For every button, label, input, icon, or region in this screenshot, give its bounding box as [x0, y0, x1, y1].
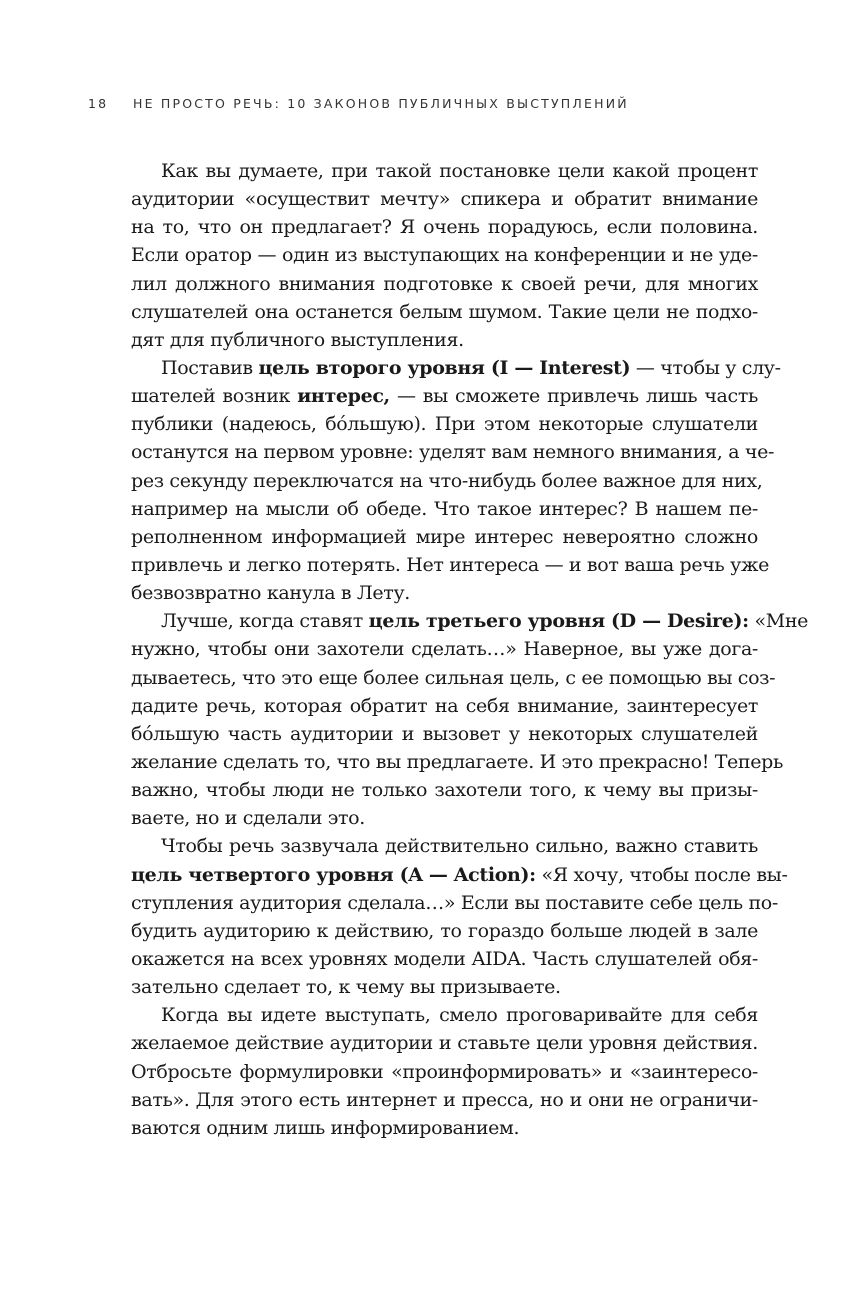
text-segment: ваются одним лишь информированием.: [131, 1116, 520, 1139]
text-segment: «Мне: [748, 610, 809, 633]
text-segment: публики (надеюсь, бóльшую). При этом некоторые слушатели: [131, 413, 758, 436]
page-number: 18: [88, 96, 109, 111]
text-line: [131, 889, 778, 917]
text-line: [131, 1058, 758, 1086]
text-line: [131, 1114, 758, 1142]
text-line: [131, 973, 758, 1001]
text-segment: дят для публичного выступления.: [131, 328, 464, 351]
text-segment: Как вы думаете, при такой постановке цели какой процент: [161, 160, 758, 182]
text-line: [131, 438, 775, 466]
text-line: [131, 1029, 758, 1057]
text-segment: слушателей она останется белым шумом. Такие цели не подхо-: [131, 300, 758, 323]
paragraph: [131, 157, 758, 354]
text-segment: безвозвратно канула в Лету.: [131, 582, 410, 605]
text-line: [131, 467, 763, 495]
text-line: [131, 804, 758, 832]
text-line: [131, 523, 758, 551]
text-segment: — чтобы у слу-: [630, 356, 781, 379]
text-segment: останутся на первом уровне: уделят вам немного внимания, а че-: [131, 441, 775, 464]
text-line: [131, 270, 758, 298]
text-line: [131, 664, 776, 692]
text-line: [131, 551, 769, 579]
text-line: [131, 635, 758, 663]
text-segment: Чтобы речь зазвучала действительно сильно, важно ставить: [161, 835, 758, 858]
text-line: [131, 326, 758, 354]
text-segment: дываетесь, что это еще более сильная цель, с ее помощью вы соз-: [131, 666, 776, 689]
text-segment: привлечь и легко потерять. Нет интереса — и вот ваша речь уже: [131, 553, 769, 576]
text-line: [131, 157, 758, 185]
text-segment: ступления аудитория сделала…» Если вы поставите себе цель по-: [131, 891, 778, 914]
text-segment: ваете, но и сделали это.: [131, 807, 365, 830]
paragraph: [131, 607, 809, 832]
text-segment: важно, чтобы люди не только захотели того, к чему вы призы-: [131, 779, 758, 802]
text-segment: будить аудиторию к действию, то гораздо больше людей в зале: [131, 919, 758, 942]
text-line: [131, 917, 758, 945]
text-line: [131, 579, 758, 607]
text-segment: Если оратор — один из выступающих на конференции и не уде-: [131, 244, 758, 267]
bold-term: цель четвертого уровня (A — Action):: [131, 863, 536, 886]
text-segment: окажется на всех уровнях модели AIDA. Часть слушателей обя-: [131, 947, 758, 970]
text-segment: реполненном информацией мире интерес невероятно сложно: [131, 525, 758, 548]
text-segment: дадите речь, которая обратит на себя внимание, заинтересует: [131, 694, 758, 717]
text-line: [131, 354, 781, 382]
text-line: [131, 776, 758, 804]
text-line: [131, 495, 758, 523]
text-segment: желание сделать то, что вы предлагаете. И это прекрасно! Теперь: [131, 750, 783, 773]
text-segment: — вы сможете привлечь лишь часть: [389, 385, 758, 408]
text-line: [131, 213, 758, 241]
text-line: [131, 607, 809, 635]
text-line: [131, 185, 758, 213]
text-line: [131, 832, 758, 860]
paragraph: [131, 832, 788, 1001]
text-line: [131, 298, 758, 326]
text-line: [131, 692, 758, 720]
text-segment: нужно, чтобы они захотели сделать…» Наверное, вы уже дога-: [131, 638, 758, 661]
text-line: [131, 1001, 758, 1029]
text-segment: на то, что он предлагает? Я очень порадуюсь, если половина.: [131, 216, 758, 239]
text-segment: например на мысли об обеде. Что такое интерес? В нашем пе-: [131, 497, 758, 520]
text-segment: рез секунду переключатся на что-нибудь более важное для них,: [131, 469, 763, 492]
bold-term: интерес,: [297, 385, 390, 408]
text-segment: лил должного внимания подготовке к своей речи, для многих: [131, 272, 758, 295]
body-text: [131, 157, 809, 1142]
text-segment: бóльшую часть аудитории и вызовет у некоторых слушателей: [131, 722, 758, 745]
text-segment: желаемое действие аудитории и ставьте цели уровня действия.: [131, 1032, 758, 1055]
paragraph: [131, 354, 781, 607]
bold-term: цель третьего уровня (D — Desire):: [368, 610, 749, 633]
text-segment: Когда вы идете выступать, смело проговаривайте для себя: [161, 1004, 758, 1027]
text-segment: Отбросьте формулировки «проинформировать» и «заинтересо-: [131, 1060, 758, 1083]
text-line: [131, 748, 783, 776]
text-segment: шателей возник: [131, 385, 298, 408]
text-line: [131, 241, 758, 269]
text-segment: вать». Для этого есть интернет и пресса, но и они не ограничи-: [131, 1088, 758, 1111]
book-title: НЕ ПРОСТО РЕЧЬ: 10 ЗАКОНОВ ПУБЛИЧНЫХ ВЫСТУПЛЕНИЙ: [133, 96, 629, 111]
text-segment: Поставив: [161, 356, 259, 379]
running-header: [88, 96, 629, 111]
bold-term: цель второго уровня (I — Interest): [258, 356, 631, 379]
text-line: [131, 720, 758, 748]
text-segment: «Я хочу, чтобы после вы-: [535, 863, 788, 886]
text-segment: зательно сделает то, к чему вы призываете.: [131, 976, 561, 999]
text-line: [131, 861, 788, 889]
text-line: [131, 410, 758, 438]
text-line: [131, 945, 758, 973]
text-segment: Лучше, когда ставят: [161, 610, 369, 633]
text-segment: аудитории «осуществит мечту» спикера и обратит внимание: [131, 188, 758, 211]
text-line: [131, 382, 758, 410]
text-line: [131, 1086, 758, 1114]
paragraph: [131, 1001, 758, 1142]
